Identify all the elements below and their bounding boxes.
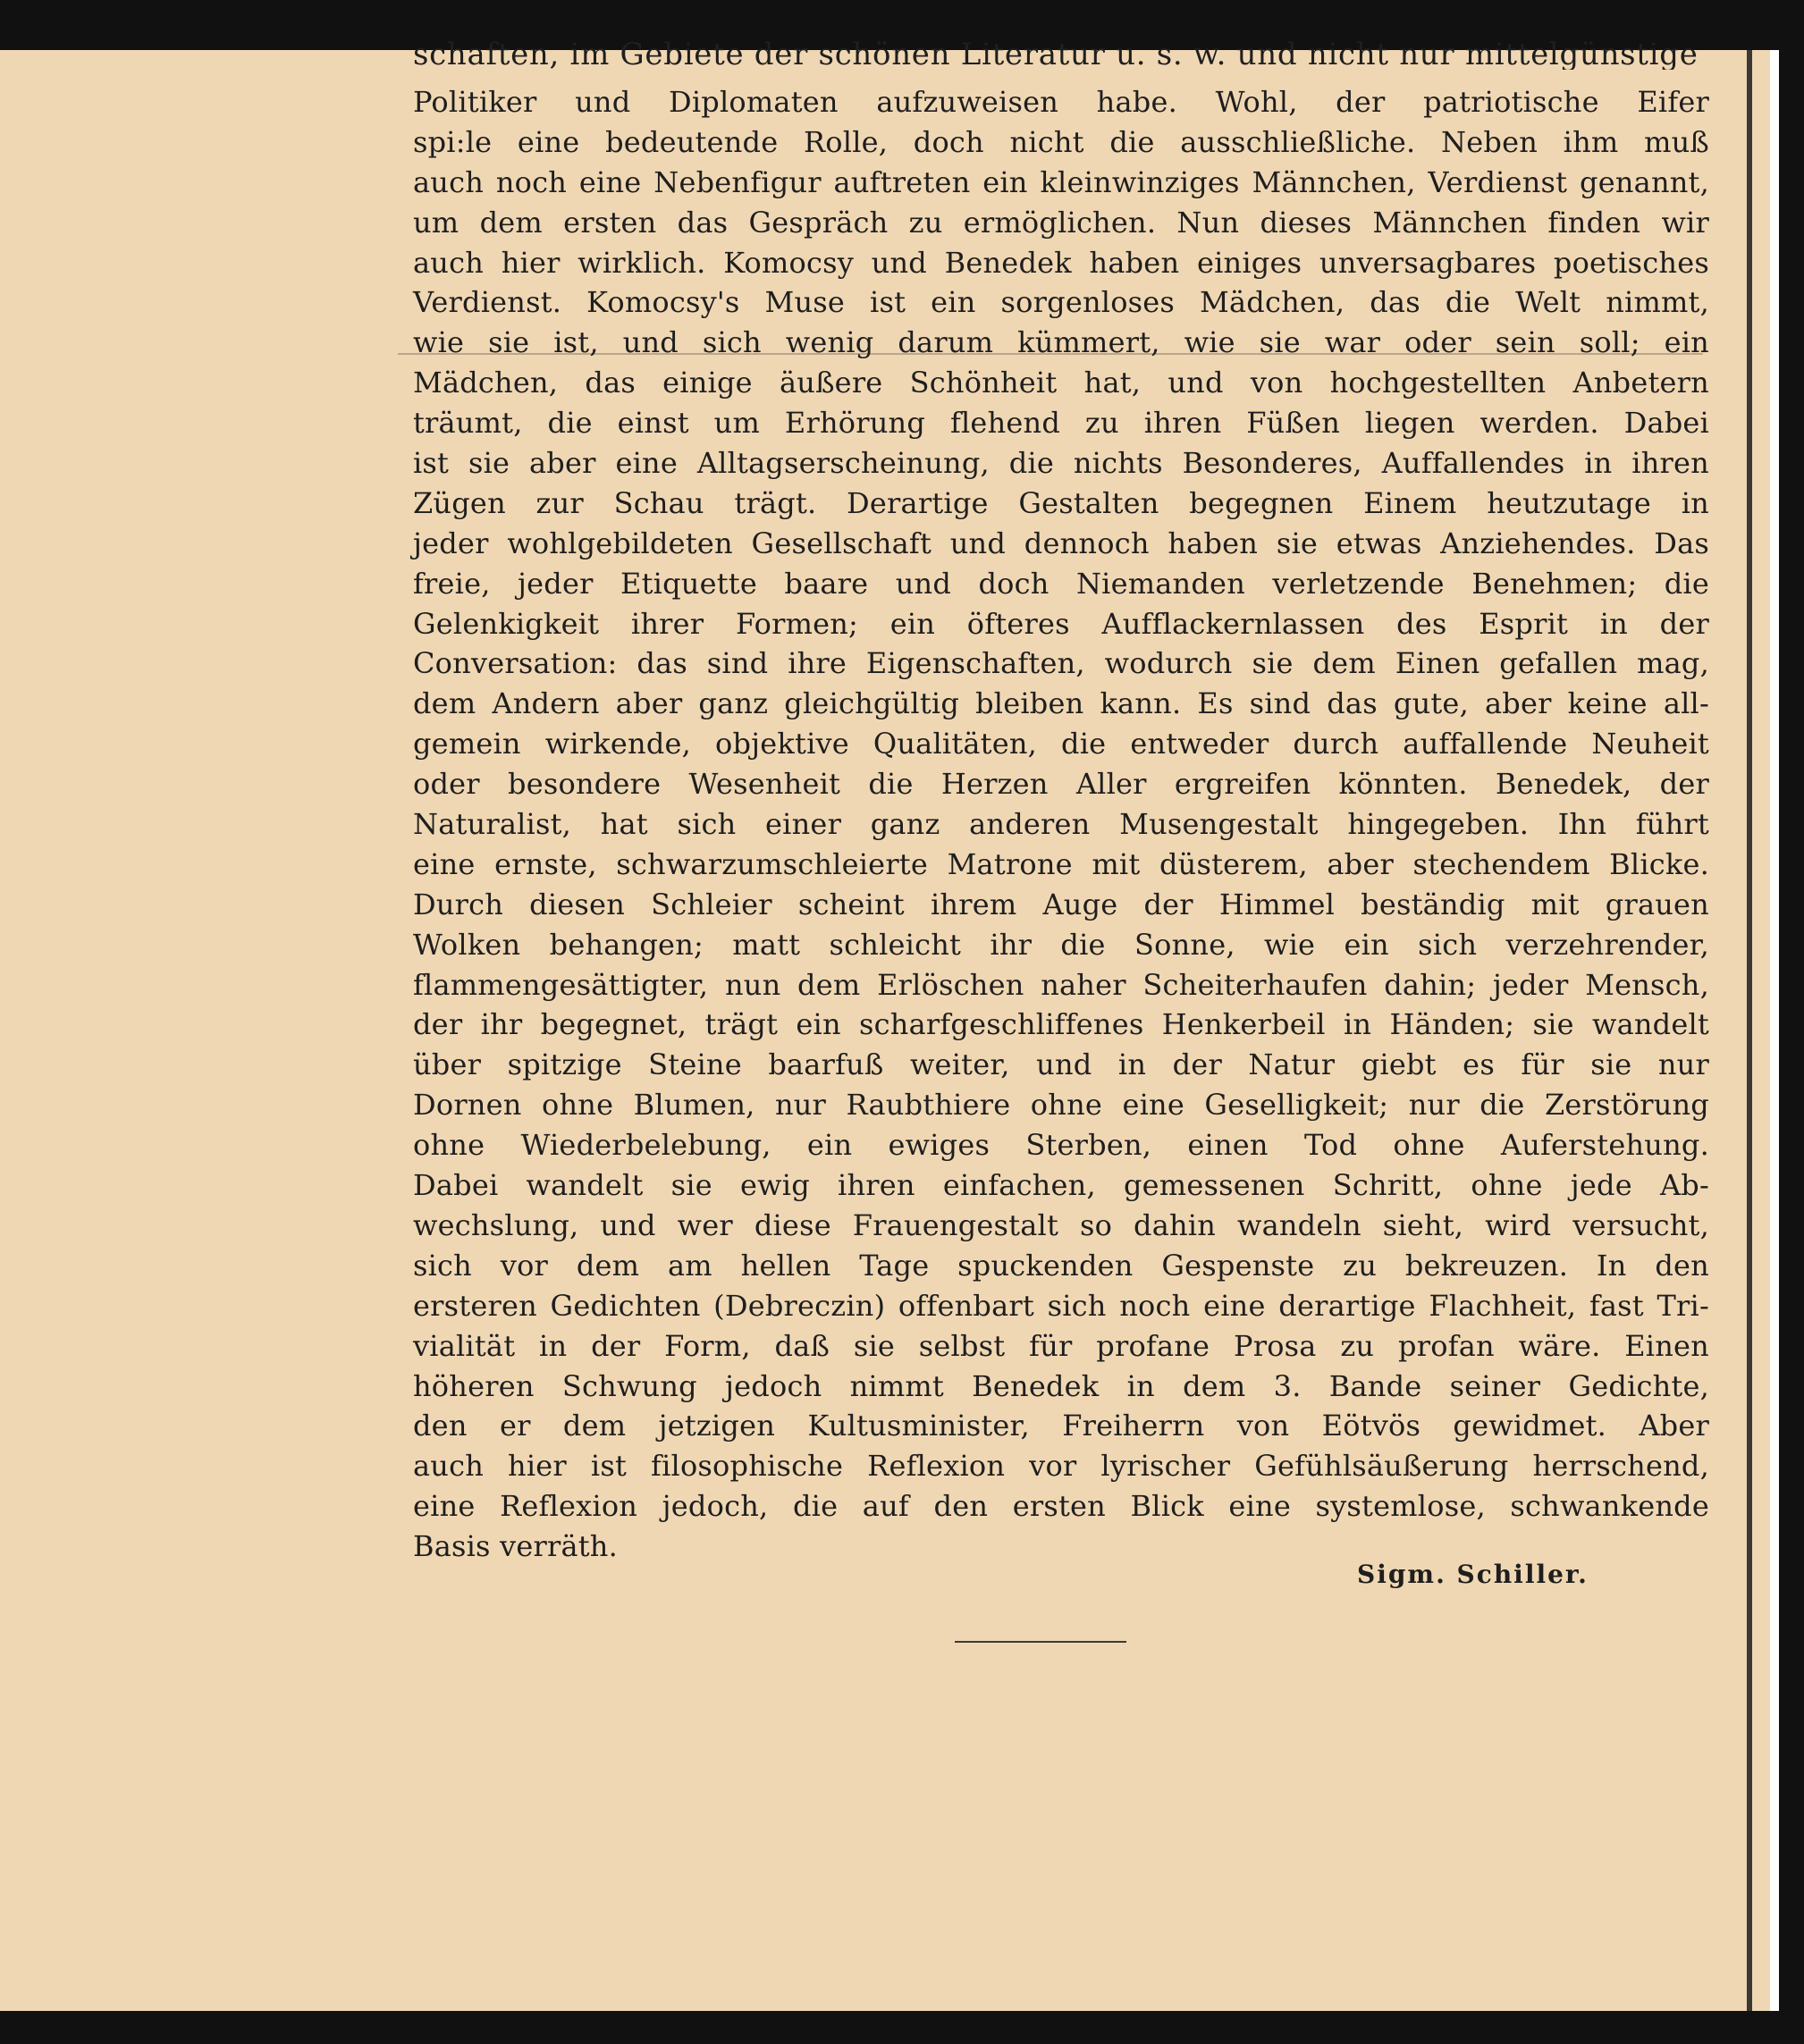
text-line: ersteren Gedichten (Debreczin) offenbart sich noch eine derartige Flachheit, fast Tri- xyxy=(413,1288,1709,1323)
text-line: wechslung, und wer diese Frauengestalt so dahin wandeln sieht, wird versucht, xyxy=(413,1207,1709,1242)
text-line: ohne Wiederbelebung, ein ewiges Sterben, einen Tod ohne Auferstehung. xyxy=(413,1128,1709,1163)
author-signature: Sigm. Schiller. xyxy=(1357,1560,1589,1589)
text-line: Mädchen, das einige äußere Schönheit hat, und von hochgestellten Anbetern xyxy=(413,366,1709,400)
text-line: eine Reflexion jedoch, die auf den ersten Blick eine systemlose, schwankende xyxy=(413,1489,1709,1524)
text-line: Verdienst. Komocsy's Muse ist ein sorgenloses Mädchen, das die Welt nimmt, xyxy=(413,285,1709,320)
text-line: den er dem jetzigen Kultusminister, Freiherrn von Eötvös gewidmet. Aber xyxy=(413,1409,1709,1443)
text-line: eine ernste, schwarzumschleierte Matrone mit düsterem, aber stechendem Blicke. xyxy=(413,846,1709,881)
text-line: auch hier wirklich. Komocsy und Benedek haben einiges unversagbares poetisches xyxy=(413,245,1709,280)
text-line: um dem ersten das Gespräch zu ermöglichen. Nun dieses Männchen finden wir xyxy=(413,205,1709,240)
text-line: freie, jeder Etiquette baare und doch Niemanden verletzende Benehmen; die xyxy=(413,566,1709,601)
scan-border-bottom xyxy=(0,2011,1804,2044)
text-line: Gelenkigkeit ihrer Formen; ein öfteres Aufflackernlassen des Esprit in der xyxy=(413,606,1709,641)
text-line: Wolken behangen; matt schleicht ihr die Sonne, wie ein sich verzehrender, xyxy=(413,927,1709,962)
scan-border-right xyxy=(1779,0,1804,2044)
text-line: ist sie aber eine Alltagserscheinung, die nichts Besonderes, Auffallendes in ihren xyxy=(413,446,1709,481)
text-line: auch noch eine Nebenfigur auftreten ein kleinwinziges Männchen, Verdienst genannt, xyxy=(413,164,1709,199)
text-line: flammengesättigter, nun dem Erlöschen naher Scheiterhaufen dahin; jeder Mensch, xyxy=(413,967,1709,1002)
text-line: oder besondere Wesenheit die Herzen Aller ergreifen könnten. Benedek, der xyxy=(413,767,1709,802)
text-line: Zügen zur Schau trägt. Derartige Gestalten begegnen Einem heutzutage in xyxy=(413,485,1709,520)
text-line-final: Basis verräth. xyxy=(413,1529,618,1564)
text-line: Durch diesen Schleier scheint ihrem Auge der Himmel beständig mit grauen xyxy=(413,887,1709,921)
text-line: der ihr begegnet, trägt ein scharfgeschliffenes Henkerbeil in Händen; sie wandelt xyxy=(413,1007,1709,1042)
text-line: Dornen ohne Blumen, nur Raubthiere ohne eine Geselligkeit; nur die Zerstörung xyxy=(413,1088,1709,1123)
text-line: Naturalist, hat sich einer ganz anderen Musengestalt hingegeben. Ihn führt xyxy=(413,807,1709,842)
text-line: spi:le eine bedeutende Rolle, doch nicht die ausschließliche. Neben ihm muß xyxy=(413,124,1709,159)
text-line: über spitzige Steine baarfuß weiter, und in der Natur giebt es für sie nur xyxy=(413,1047,1709,1082)
text-line: gemein wirkende, objektive Qualitäten, die entweder durch auffallende Neuheit xyxy=(413,727,1709,761)
cut-off-top-line: schaften, im Gebiete der schönen Literatur u. s. w. und nicht nur mittelgünstige xyxy=(413,39,1699,70)
text-line: wie sie ist, und sich wenig darum kümmert, wie sie war oder sein soll; ein xyxy=(413,325,1709,360)
text-line: jeder wohlgebildeten Gesellschaft und dennoch haben sie etwas Anziehendes. Das xyxy=(413,526,1709,560)
text-line: träumt, die einst um Erhörung flehend zu ihren Füßen liegen werden. Dabei xyxy=(413,406,1709,441)
text-line: höheren Schwung jedoch nimmt Benedek in dem 3. Bande seiner Gedichte, xyxy=(413,1368,1709,1403)
text-line: Conversation: das sind ihre Eigenschaften, wodurch sie dem Einen gefallen mag, xyxy=(413,646,1709,681)
column-rule-right xyxy=(1747,50,1752,2011)
text-line: sich vor dem am hellen Tage spuckenden Gespenste zu bekreuzen. In den xyxy=(413,1248,1709,1283)
text-line: Politiker und Diplomaten aufzuweisen habe. Wohl, der patriotische Eifer xyxy=(413,85,1709,119)
end-separator-rule xyxy=(955,1641,1126,1643)
text-line: auch hier ist filosophische Reflexion vor lyrischer Gefühlsäußerung herrschend, xyxy=(413,1449,1709,1484)
text-line: vialität in der Form, daß sie selbst für profane Prosa zu profan wäre. Einen xyxy=(413,1328,1709,1363)
article-body xyxy=(413,82,1709,1567)
text-line: Dabei wandelt sie ewig ihren einfachen, gemessenen Schritt, ohne jede Ab- xyxy=(413,1168,1709,1203)
text-line: dem Andern aber ganz gleichgültig bleiben kann. Es sind das gute, aber keine all- xyxy=(413,686,1709,721)
